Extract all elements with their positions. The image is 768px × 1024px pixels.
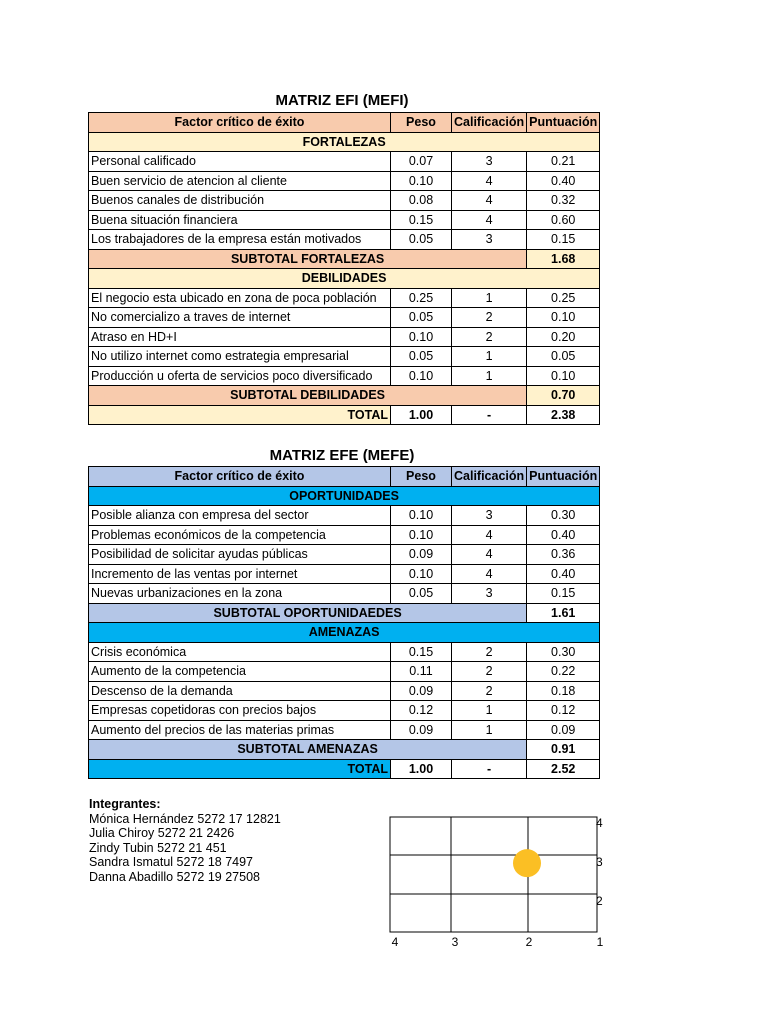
rating-cell: 1 <box>452 720 527 740</box>
table-row <box>89 230 600 250</box>
rating-cell: 4 <box>452 171 527 191</box>
members-heading: Integrantes: <box>89 797 161 811</box>
score-cell: 0.21 <box>527 152 600 172</box>
efe-table <box>88 466 600 779</box>
weight-cell: 0.11 <box>391 662 452 682</box>
weight-cell: 0.05 <box>391 347 452 367</box>
factor-cell: El negocio esta ubicado en zona de poca población <box>89 288 391 308</box>
table-row <box>89 545 600 565</box>
factor-cell: Atraso en HD+I <box>89 327 391 347</box>
weight-header: Peso <box>391 467 452 487</box>
grid-frame <box>390 817 597 932</box>
x-tick-label: 4 <box>391 935 399 949</box>
subtotal-row <box>89 603 600 623</box>
weight-cell: 0.10 <box>391 525 452 545</box>
x-tick-label: 2 <box>525 935 533 949</box>
header-row <box>89 113 600 133</box>
subtotal-value: 0.91 <box>527 740 600 760</box>
factor-cell: Buena situación financiera <box>89 210 391 230</box>
score-cell: 0.15 <box>527 584 600 604</box>
total-rating: - <box>452 405 527 425</box>
table-row <box>89 171 600 191</box>
score-cell: 0.18 <box>527 681 600 701</box>
efi-title: MATRIZ EFI (MEFI) <box>275 92 409 109</box>
total-row <box>89 405 600 425</box>
table-row <box>89 701 600 721</box>
rating-cell: 4 <box>452 210 527 230</box>
total-weight: 1.00 <box>391 759 452 779</box>
x-tick-label: 3 <box>451 935 459 949</box>
rating-cell: 1 <box>452 347 527 367</box>
rating-cell: 1 <box>452 288 527 308</box>
score-cell: 0.22 <box>527 662 600 682</box>
subtotal-value: 0.70 <box>527 386 600 406</box>
weight-cell: 0.07 <box>391 152 452 172</box>
weight-cell: 0.05 <box>391 230 452 250</box>
table-row <box>89 564 600 584</box>
members-block <box>89 797 281 884</box>
rating-cell: 4 <box>452 564 527 584</box>
subtotal-label: SUBTOTAL AMENAZAS <box>89 740 527 760</box>
rating-cell: 4 <box>452 525 527 545</box>
factor-cell: Problemas económicos de la competencia <box>89 525 391 545</box>
total-row <box>89 759 600 779</box>
factor-cell: Producción u oferta de servicios poco diversificado <box>89 366 391 386</box>
score-cell: 0.15 <box>527 230 600 250</box>
rating-cell: 2 <box>452 308 527 328</box>
section-row <box>89 132 600 152</box>
header-row <box>89 467 600 487</box>
total-score: 2.52 <box>527 759 600 779</box>
subtotal-label: SUBTOTAL FORTALEZAS <box>89 249 527 269</box>
weight-cell: 0.09 <box>391 545 452 565</box>
score-cell: 0.36 <box>527 545 600 565</box>
score-cell: 0.05 <box>527 347 600 367</box>
rating-cell: 1 <box>452 366 527 386</box>
weight-cell: 0.09 <box>391 720 452 740</box>
score-cell: 0.10 <box>527 366 600 386</box>
section-label: DEBILIDADES <box>89 269 600 289</box>
efe-title: MATRIZ EFE (MEFE) <box>269 447 415 464</box>
factor-header: Factor crítico de éxito <box>89 467 391 487</box>
subtotal-value: 1.61 <box>527 603 600 623</box>
weight-cell: 0.10 <box>391 327 452 347</box>
table-row <box>89 681 600 701</box>
weight-cell: 0.10 <box>391 171 452 191</box>
rating-cell: 3 <box>452 584 527 604</box>
section-row <box>89 623 600 643</box>
table-row <box>89 152 600 172</box>
score-cell: 0.40 <box>527 564 600 584</box>
total-label: TOTAL <box>89 405 391 425</box>
rating-cell: 2 <box>452 662 527 682</box>
weight-cell: 0.10 <box>391 366 452 386</box>
section-row <box>89 486 600 506</box>
member-name: Mónica Hernández 5272 17 12821 <box>89 811 281 826</box>
score-header: Puntuación <box>527 113 600 133</box>
weight-cell: 0.25 <box>391 288 452 308</box>
y-tick-label: 4 <box>596 816 603 830</box>
total-rating: - <box>452 759 527 779</box>
x-tick-label: 1 <box>596 935 604 949</box>
efi-table <box>88 112 600 425</box>
score-cell: 0.12 <box>527 701 600 721</box>
factor-cell: No comercializo a traves de internet <box>89 308 391 328</box>
subtotal-row <box>89 386 600 406</box>
rating-cell: 3 <box>452 230 527 250</box>
data-point <box>513 849 541 877</box>
weight-cell: 0.10 <box>391 506 452 526</box>
rating-header: Calificación <box>452 113 527 133</box>
weight-header: Peso <box>391 113 452 133</box>
factor-cell: No utilizo internet como estrategia empresarial <box>89 347 391 367</box>
factor-cell: Nuevas urbanizaciones en la zona <box>89 584 391 604</box>
factor-cell: Incremento de las ventas por internet <box>89 564 391 584</box>
y-tick-label: 2 <box>596 894 603 908</box>
y-tick-label: 3 <box>596 855 603 869</box>
factor-cell: Empresas copetidoras con precios bajos <box>89 701 391 721</box>
factor-cell: Buen servicio de atencion al cliente <box>89 171 391 191</box>
section-label: FORTALEZAS <box>89 132 600 152</box>
table-row <box>89 642 600 662</box>
weight-cell: 0.15 <box>391 210 452 230</box>
factor-cell: Posibilidad de solicitar ayudas públicas <box>89 545 391 565</box>
weight-cell: 0.05 <box>391 584 452 604</box>
rating-header: Calificación <box>452 467 527 487</box>
score-cell: 0.30 <box>527 642 600 662</box>
table-row <box>89 210 600 230</box>
total-label: TOTAL <box>89 759 391 779</box>
score-cell: 0.10 <box>527 308 600 328</box>
rating-cell: 2 <box>452 681 527 701</box>
rating-cell: 4 <box>452 191 527 211</box>
rating-cell: 2 <box>452 642 527 662</box>
factor-cell: Descenso de la demanda <box>89 681 391 701</box>
factor-cell: Aumento del precios de las materias primas <box>89 720 391 740</box>
table-row <box>89 662 600 682</box>
score-cell: 0.40 <box>527 525 600 545</box>
section-label: AMENAZAS <box>89 623 600 643</box>
score-cell: 0.25 <box>527 288 600 308</box>
weight-cell: 0.15 <box>391 642 452 662</box>
table-row <box>89 720 600 740</box>
table-row <box>89 347 600 367</box>
score-cell: 0.32 <box>527 191 600 211</box>
factor-cell: Crisis económica <box>89 642 391 662</box>
rating-cell: 1 <box>452 701 527 721</box>
score-cell: 0.30 <box>527 506 600 526</box>
factor-header: Factor crítico de éxito <box>89 113 391 133</box>
score-cell: 0.60 <box>527 210 600 230</box>
score-cell: 0.40 <box>527 171 600 191</box>
subtotal-row <box>89 249 600 269</box>
subtotal-label: SUBTOTAL OPORTUNIDAEDES <box>89 603 527 623</box>
table-row <box>89 366 600 386</box>
weight-cell: 0.09 <box>391 681 452 701</box>
section-label: OPORTUNIDADES <box>89 486 600 506</box>
rating-cell: 3 <box>452 506 527 526</box>
total-score: 2.38 <box>527 405 600 425</box>
score-cell: 0.09 <box>527 720 600 740</box>
table-row <box>89 308 600 328</box>
factor-cell: Aumento de la competencia <box>89 662 391 682</box>
weight-cell: 0.10 <box>391 564 452 584</box>
rating-cell: 4 <box>452 545 527 565</box>
table-row <box>89 584 600 604</box>
subtotal-label: SUBTOTAL DEBILIDADES <box>89 386 527 406</box>
subtotal-value: 1.68 <box>527 249 600 269</box>
table-row <box>89 506 600 526</box>
table-row <box>89 525 600 545</box>
weight-cell: 0.12 <box>391 701 452 721</box>
member-name: Julia Chiroy 5272 21 2426 <box>89 826 235 840</box>
factor-cell: Posible alianza con empresa del sector <box>89 506 391 526</box>
score-header: Puntuación <box>527 467 600 487</box>
member-name: Zindy Tubin 5272 21 451 <box>89 840 227 855</box>
score-cell: 0.20 <box>527 327 600 347</box>
total-weight: 1.00 <box>391 405 452 425</box>
table-row <box>89 191 600 211</box>
table-row <box>89 327 600 347</box>
member-name: Sandra Ismatul 5272 18 7497 <box>89 855 254 869</box>
weight-cell: 0.08 <box>391 191 452 211</box>
weight-cell: 0.05 <box>391 308 452 328</box>
member-name: Danna Abadillo 5272 19 27508 <box>89 869 260 884</box>
subtotal-row <box>89 740 600 760</box>
factor-cell: Personal calificado <box>89 152 391 172</box>
rating-cell: 2 <box>452 327 527 347</box>
factor-cell: Buenos canales de distribución <box>89 191 391 211</box>
factor-cell: Los trabajadores de la empresa están motivados <box>89 230 391 250</box>
position-grid-chart <box>388 812 618 954</box>
section-row <box>89 269 600 289</box>
table-row <box>89 288 600 308</box>
rating-cell: 3 <box>452 152 527 172</box>
